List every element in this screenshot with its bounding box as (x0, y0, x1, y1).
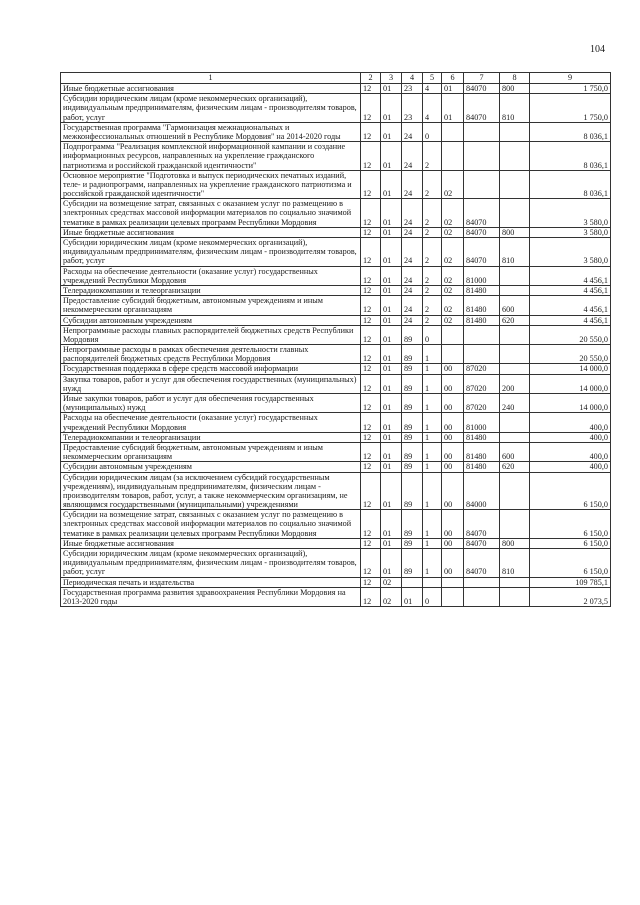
row-code: 01 (381, 170, 402, 199)
row-code: 84070 (464, 84, 500, 94)
row-code: 89 (402, 442, 423, 461)
row-code: 01 (381, 394, 402, 413)
row-label: Расходы на обеспечение деятельности (оказание услуг) государственных учреждений Республики Мордовия (61, 413, 361, 432)
row-code: 0 (423, 325, 442, 344)
row-amount: 14 000,0 (530, 364, 611, 374)
row-amount: 8 036,1 (530, 142, 611, 171)
table-row (61, 345, 611, 364)
row-code (500, 364, 530, 374)
table-row (61, 315, 611, 325)
row-code: 12 (361, 84, 381, 94)
table-row (61, 94, 611, 123)
row-label: Субсидии автономным учреждениям (61, 462, 361, 472)
row-code: 01 (381, 345, 402, 364)
row-code: 89 (402, 472, 423, 510)
row-code (500, 413, 530, 432)
row-code (500, 345, 530, 364)
row-code: 02 (442, 238, 464, 267)
row-code: 84070 (464, 538, 500, 548)
row-code: 24 (402, 199, 423, 228)
row-amount: 3 580,0 (530, 199, 611, 228)
row-code: 01 (381, 364, 402, 374)
row-code: 810 (500, 238, 530, 267)
row-code (500, 472, 530, 510)
row-code: 800 (500, 538, 530, 548)
row-code: 01 (381, 84, 402, 94)
row-code: 12 (361, 413, 381, 432)
row-code: 810 (500, 94, 530, 123)
row-code: 01 (381, 325, 402, 344)
row-code: 12 (361, 462, 381, 472)
row-code: 01 (381, 472, 402, 510)
row-code: 600 (500, 296, 530, 315)
row-label: Субсидии юридическим лицам (кроме некоммерческих организаций), индивидуальным предпринимателям, физическим лицам - производителям товаров, работ, услуг (61, 94, 361, 123)
row-amount: 1 750,0 (530, 84, 611, 94)
row-code: 81000 (464, 413, 500, 432)
row-code (442, 325, 464, 344)
header-cell: 7 (464, 73, 500, 84)
row-code: 240 (500, 394, 530, 413)
row-code: 01 (381, 538, 402, 548)
row-code: 12 (361, 315, 381, 325)
row-code: 81480 (464, 285, 500, 295)
row-code: 87020 (464, 374, 500, 393)
row-code: 00 (442, 472, 464, 510)
row-code: 1 (423, 510, 442, 539)
row-code: 01 (381, 285, 402, 295)
row-code: 12 (361, 296, 381, 315)
row-code: 12 (361, 142, 381, 171)
row-code: 02 (381, 577, 402, 587)
table-row (61, 413, 611, 432)
row-code: 24 (402, 142, 423, 171)
row-code: 1 (423, 549, 442, 578)
row-label: Иные бюджетные ассигнования (61, 538, 361, 548)
table-row (61, 238, 611, 267)
row-amount: 400,0 (530, 413, 611, 432)
row-code: 00 (442, 510, 464, 539)
table-header (61, 73, 611, 84)
row-code: 1 (423, 432, 442, 442)
row-code: 1 (423, 442, 442, 461)
row-amount: 1 750,0 (530, 94, 611, 123)
header-cell: 8 (500, 73, 530, 84)
row-code: 02 (442, 266, 464, 285)
row-code: 12 (361, 94, 381, 123)
row-code: 00 (442, 462, 464, 472)
row-code: 4 (423, 84, 442, 94)
header-cell: 1 (61, 73, 361, 84)
row-code: 24 (402, 315, 423, 325)
table-row (61, 462, 611, 472)
row-code: 12 (361, 587, 381, 606)
table-row (61, 432, 611, 442)
row-code (442, 142, 464, 171)
row-amount: 4 456,1 (530, 315, 611, 325)
row-code: 23 (402, 94, 423, 123)
row-code: 01 (381, 266, 402, 285)
row-code: 12 (361, 364, 381, 374)
row-amount: 6 150,0 (530, 538, 611, 548)
row-code: 1 (423, 364, 442, 374)
row-code: 810 (500, 549, 530, 578)
row-code: 02 (442, 199, 464, 228)
table-row (61, 142, 611, 171)
row-code (464, 345, 500, 364)
row-code: 12 (361, 549, 381, 578)
row-code: 00 (442, 364, 464, 374)
row-amount: 3 580,0 (530, 238, 611, 267)
row-code: 84070 (464, 94, 500, 123)
row-code: 2 (423, 199, 442, 228)
table-row (61, 364, 611, 374)
row-code (464, 577, 500, 587)
table-row (61, 227, 611, 237)
row-code: 02 (442, 170, 464, 199)
row-code: 02 (442, 315, 464, 325)
row-code: 00 (442, 549, 464, 578)
row-code: 87020 (464, 364, 500, 374)
row-code: 1 (423, 472, 442, 510)
row-code: 01 (381, 296, 402, 315)
row-code: 2 (423, 238, 442, 267)
row-code: 12 (361, 510, 381, 539)
row-code: 12 (361, 472, 381, 510)
row-code: 2 (423, 142, 442, 171)
row-code: 01 (381, 413, 402, 432)
row-code: 12 (361, 577, 381, 587)
row-code (442, 577, 464, 587)
row-code: 00 (442, 394, 464, 413)
table-row (61, 266, 611, 285)
row-label: Субсидии автономным учреждениям (61, 315, 361, 325)
row-code: 00 (442, 442, 464, 461)
row-code: 01 (442, 94, 464, 123)
row-code (423, 577, 442, 587)
row-code: 1 (423, 538, 442, 548)
row-code: 24 (402, 296, 423, 315)
row-amount: 400,0 (530, 462, 611, 472)
table-row (61, 374, 611, 393)
row-label: Телерадиокомпании и телеорганизации (61, 432, 361, 442)
row-label: Государственная программа развития здравоохранения Республики Мордовия на 2013-2020 годы (61, 587, 361, 606)
row-label: Субсидии юридическим лицам (кроме некоммерческих организаций), индивидуальным предпринимателям, физическим лицам - производителям товаров, работ, услуг (61, 238, 361, 267)
row-code: 01 (381, 122, 402, 141)
row-code: 2 (423, 285, 442, 295)
row-amount: 109 785,1 (530, 577, 611, 587)
header-cell: 4 (402, 73, 423, 84)
table-row (61, 325, 611, 344)
row-code: 2 (423, 315, 442, 325)
row-code: 800 (500, 227, 530, 237)
row-code: 0 (423, 122, 442, 141)
row-code: 200 (500, 374, 530, 393)
row-code: 81480 (464, 432, 500, 442)
row-code: 02 (442, 285, 464, 295)
row-code: 01 (381, 432, 402, 442)
row-label: Расходы на обеспечение деятельности (оказание услуг) государственных учреждений Республики Мордовия (61, 266, 361, 285)
row-code: 12 (361, 538, 381, 548)
header-cell: 6 (442, 73, 464, 84)
row-label: Основное мероприятие "Подготовка и выпуск периодических печатных изданий, теле- и радиопрограмм, направленных на укрепление гражданского патриотизма и российской гражданской идентичности" (61, 170, 361, 199)
row-code: 12 (361, 345, 381, 364)
row-code: 00 (442, 432, 464, 442)
row-code: 12 (361, 285, 381, 295)
row-amount: 20 550,0 (530, 325, 611, 344)
row-code (500, 170, 530, 199)
row-code: 89 (402, 374, 423, 393)
row-code (500, 577, 530, 587)
row-code: 620 (500, 462, 530, 472)
header-cell: 3 (381, 73, 402, 84)
row-code: 600 (500, 442, 530, 461)
header-cell: 5 (423, 73, 442, 84)
row-amount: 8 036,1 (530, 170, 611, 199)
row-code: 02 (442, 227, 464, 237)
row-amount: 8 036,1 (530, 122, 611, 141)
row-code: 89 (402, 325, 423, 344)
row-code (464, 142, 500, 171)
row-amount: 6 150,0 (530, 549, 611, 578)
row-code: 84070 (464, 227, 500, 237)
row-code: 01 (381, 142, 402, 171)
table-row (61, 577, 611, 587)
row-code: 800 (500, 84, 530, 94)
row-amount: 3 580,0 (530, 227, 611, 237)
row-code (402, 577, 423, 587)
row-code: 12 (361, 432, 381, 442)
row-amount: 4 456,1 (530, 285, 611, 295)
row-amount: 14 000,0 (530, 394, 611, 413)
table-row (61, 538, 611, 548)
row-code: 02 (381, 587, 402, 606)
row-amount: 2 073,5 (530, 587, 611, 606)
row-code: 01 (381, 374, 402, 393)
row-code: 01 (381, 199, 402, 228)
row-code: 81480 (464, 442, 500, 461)
row-code: 24 (402, 238, 423, 267)
row-amount: 4 456,1 (530, 296, 611, 315)
row-label: Субсидии юридическим лицам (за исключением субсидий государственным учреждениям), индивидуальным предпринимателям, физическим лицам - производителям товаров, работ, услуг, а также некоммерческим организациям, не являющимся государственными (муниципальными) учреждениями (61, 472, 361, 510)
table-row (61, 510, 611, 539)
row-label: Периодическая печать и издательства (61, 577, 361, 587)
row-code: 12 (361, 442, 381, 461)
row-code: 01 (381, 227, 402, 237)
row-code (464, 325, 500, 344)
row-code: 1 (423, 462, 442, 472)
budget-table (60, 72, 611, 607)
row-code: 01 (381, 315, 402, 325)
row-code: 81480 (464, 315, 500, 325)
row-code: 4 (423, 94, 442, 123)
row-label: Государственная поддержка в сфере средств массовой информации (61, 364, 361, 374)
row-code (464, 170, 500, 199)
row-code (500, 142, 530, 171)
row-code (500, 285, 530, 295)
row-code (500, 432, 530, 442)
row-code: 89 (402, 432, 423, 442)
row-label: Подпрограмма "Реализация комплексной информационной кампании и создание информационных ресурсов, направленных на укрепление гражданского патриотизма и российской гражданской идентичности" (61, 142, 361, 171)
row-amount: 6 150,0 (530, 472, 611, 510)
row-code: 01 (442, 84, 464, 94)
row-code: 12 (361, 227, 381, 237)
row-code: 1 (423, 374, 442, 393)
row-label: Государственная программа "Гармонизация межнациональных и межконфессиональных отношений в Республике Мордовия" на 2014-2020 годы (61, 122, 361, 141)
row-code (500, 510, 530, 539)
row-code: 81480 (464, 462, 500, 472)
row-code: 02 (442, 296, 464, 315)
row-code (500, 122, 530, 141)
row-code: 00 (442, 413, 464, 432)
row-code: 24 (402, 266, 423, 285)
row-code (500, 199, 530, 228)
row-code: 1 (423, 394, 442, 413)
row-code: 89 (402, 510, 423, 539)
row-label: Предоставление субсидий бюджетным, автономным учреждениям и иным некоммерческим организациям (61, 296, 361, 315)
header-cell: 2 (361, 73, 381, 84)
row-code: 89 (402, 413, 423, 432)
row-code: 00 (442, 374, 464, 393)
row-code: 12 (361, 170, 381, 199)
table-row (61, 549, 611, 578)
row-code: 24 (402, 122, 423, 141)
row-code: 01 (381, 442, 402, 461)
row-code: 12 (361, 374, 381, 393)
row-amount: 400,0 (530, 442, 611, 461)
row-code: 12 (361, 266, 381, 285)
row-amount: 14 000,0 (530, 374, 611, 393)
table-row (61, 122, 611, 141)
row-code: 01 (381, 510, 402, 539)
table-row (61, 442, 611, 461)
row-code: 84070 (464, 238, 500, 267)
row-code: 89 (402, 394, 423, 413)
row-code: 1 (423, 413, 442, 432)
row-code: 81480 (464, 296, 500, 315)
row-code: 01 (381, 238, 402, 267)
row-code (442, 587, 464, 606)
row-amount: 4 456,1 (530, 266, 611, 285)
row-code: 89 (402, 364, 423, 374)
row-code: 620 (500, 315, 530, 325)
table-row (61, 587, 611, 606)
row-code: 81000 (464, 266, 500, 285)
row-code: 87020 (464, 394, 500, 413)
header-cell: 9 (530, 73, 611, 84)
row-code: 12 (361, 122, 381, 141)
table-row (61, 394, 611, 413)
row-amount: 20 550,0 (530, 345, 611, 364)
row-code (500, 587, 530, 606)
row-label: Закупка товаров, работ и услуг для обеспечения государственных (муниципальных) нужд (61, 374, 361, 393)
row-label: Непрограммные расходы в рамках обеспечения деятельности главных распорядителей бюджетных средств Республики Мордовия (61, 345, 361, 364)
table-row (61, 199, 611, 228)
table-row (61, 472, 611, 510)
row-label: Субсидии на возмещение затрат, связанных с оказанием услуг по размещению в электронных средствах массовой информации материалов по социально значимой тематике в рамках реализации целевых программ Республики Мордовия (61, 199, 361, 228)
row-code: 01 (402, 587, 423, 606)
page-number: 104 (590, 44, 605, 55)
row-label: Иные закупки товаров, работ и услуг для обеспечения государственных (муниципальных) нужд (61, 394, 361, 413)
row-code: 24 (402, 170, 423, 199)
row-code (464, 122, 500, 141)
row-code (464, 587, 500, 606)
row-amount: 400,0 (530, 432, 611, 442)
row-code: 2 (423, 170, 442, 199)
row-label: Иные бюджетные ассигнования (61, 84, 361, 94)
table-row (61, 170, 611, 199)
row-code: 89 (402, 345, 423, 364)
row-code: 89 (402, 462, 423, 472)
row-code: 00 (442, 538, 464, 548)
row-label: Телерадиокомпании и телеорганизации (61, 285, 361, 295)
table-row (61, 296, 611, 315)
row-code: 12 (361, 199, 381, 228)
row-code: 89 (402, 549, 423, 578)
row-code: 01 (381, 549, 402, 578)
row-code: 2 (423, 266, 442, 285)
row-code (442, 345, 464, 364)
row-label: Субсидии юридическим лицам (кроме некоммерческих организаций), индивидуальным предпринимателям, физическим лицам - производителям товаров, работ, услуг (61, 549, 361, 578)
row-label: Субсидии на возмещение затрат, связанных с оказанием услуг по размещению в электронных средствах массовой информации материалов по социально значимой тематике в рамках реализации целевых программ Республики Мордовия (61, 510, 361, 539)
row-label: Непрограммные расходы главных распорядителей бюджетных средств Республики Мордовия (61, 325, 361, 344)
row-code: 84070 (464, 549, 500, 578)
row-code: 1 (423, 345, 442, 364)
row-code: 84070 (464, 199, 500, 228)
row-code: 24 (402, 227, 423, 237)
row-code: 12 (361, 238, 381, 267)
row-code: 01 (381, 462, 402, 472)
row-code: 12 (361, 325, 381, 344)
row-code: 2 (423, 227, 442, 237)
row-code (500, 266, 530, 285)
row-code: 0 (423, 587, 442, 606)
row-code: 24 (402, 285, 423, 295)
row-code (442, 122, 464, 141)
row-label: Предоставление субсидий бюджетным, автономным учреждениям и иным некоммерческим организациям (61, 442, 361, 461)
row-code: 01 (381, 94, 402, 123)
table-row (61, 285, 611, 295)
table-row (61, 84, 611, 94)
row-code (500, 325, 530, 344)
row-code: 84000 (464, 472, 500, 510)
row-code: 23 (402, 84, 423, 94)
row-code: 2 (423, 296, 442, 315)
row-code: 89 (402, 538, 423, 548)
row-label: Иные бюджетные ассигнования (61, 227, 361, 237)
row-code: 12 (361, 394, 381, 413)
row-code: 84070 (464, 510, 500, 539)
row-amount: 6 150,0 (530, 510, 611, 539)
